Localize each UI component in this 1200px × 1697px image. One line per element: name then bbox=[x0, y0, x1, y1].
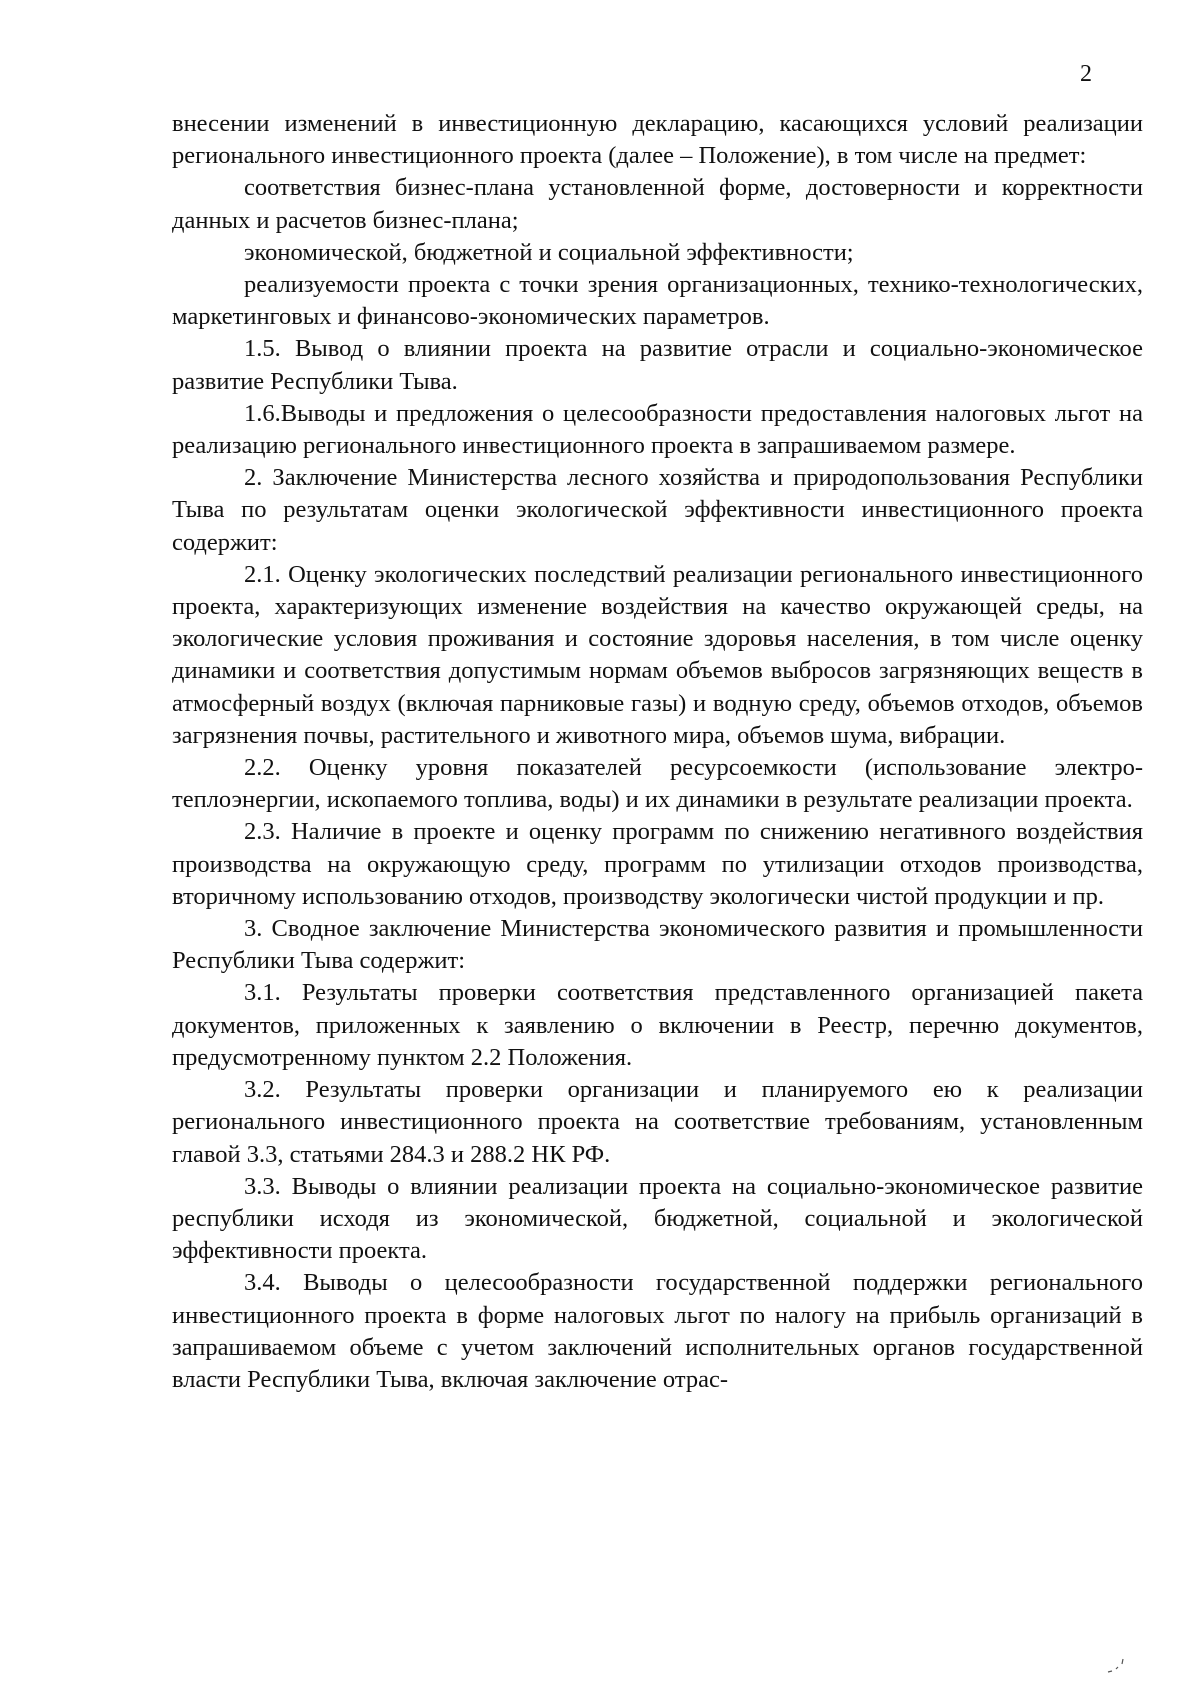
paragraph: 3.1. Результаты проверки соответствия представленного организацией пакета документов, приложенных к заявлению о включении в Реестр, перечню документов, предусмотренному пунктом 2.2 Положения. bbox=[172, 979, 1143, 1071]
paragraph: внесении изменений в инвестиционную декларацию, касающихся условий реализации регионального инвестиционного проекта (далее – Положение), в том числе на предмет: bbox=[172, 110, 1143, 170]
paragraph: 3.3. Выводы о влиянии реализации проекта на социально-экономическое развитие республики исходя из экономической, бюджетной, социальной и экологической эффективности проекта. bbox=[172, 1172, 1143, 1265]
scan-artifact-mark bbox=[1106, 1655, 1128, 1675]
paragraph: экономической, бюджетной и социальной эффективности; bbox=[244, 238, 854, 266]
page-number: 2 bbox=[1080, 61, 1092, 87]
paragraph: реализуемости проекта с точки зрения организационных, технико-технологических, маркетинговых и финансово-экономических параметров. bbox=[172, 271, 1143, 331]
paragraph: соответствия бизнес-плана установленной форме, достоверности и корректности данных и расчетов бизнес-плана; bbox=[172, 174, 1143, 234]
paragraph: 3.4. Выводы о целесообразности государственной поддержки регионального инвестиционного проекта в форме налоговых льгот по налогу на прибыль организаций в запрашиваемом объеме с учетом заключений исполнительных органов государственной власти Республики Тыва, включая заключение отрас- bbox=[172, 1269, 1143, 1393]
paragraph: 2.1. Оценку экологических последствий реализации регионального инвестиционного проекта, характеризующих изменение воздействия на качество окружающей среды, на экологические условия проживания и состояние здоровья населения, в том числе оценку динамики и соответствия допустимым нормам объемов выбросов загрязняющих веществ в атмосферный воздух (включая парниковые газы) и водную среду, объемов отходов, объемов загрязнения почвы, растительного и животного мира, объемов шума, вибрации. bbox=[172, 560, 1143, 749]
document-body bbox=[172, 108, 1143, 1396]
paragraph: 2.2. Оценку уровня показателей ресурсоемкости (использование электро-теплоэнергии, ископаемого топлива, воды) и их динамики в результате реализации проекта. bbox=[172, 754, 1143, 814]
paragraph: 1.6.Выводы и предложения о целесообразности предоставления налоговых льгот на реализацию регионального инвестиционного проекта в запрашиваемом размере. bbox=[172, 399, 1143, 460]
paragraph: 2. Заключение Министерства лесного хозяйства и природопользования Республики Тыва по результатам оценки экологической эффективности инвестиционного проекта содержит: bbox=[172, 464, 1143, 556]
paragraph: 3.2. Результаты проверки организации и планируемого ею к реализации регионального инвестиционного проекта на соответствие требованиям, установленным главой 3.3, статьями 284.3 и 288.2 НК РФ. bbox=[172, 1076, 1143, 1168]
paragraph: 2.3. Наличие в проекте и оценку программ по снижению негативного воздействия производства на окружающую среду, программ по утилизации отходов производства, вторичному использованию отходов, производству экологически чистой продукции и пр. bbox=[172, 818, 1143, 910]
paragraph: 3. Сводное заключение Министерства экономического развития и промышленности Республики Тыва содержит: bbox=[172, 915, 1143, 975]
paragraph: 1.5. Вывод о влиянии проекта на развитие отрасли и социально-экономическое развитие Республики Тыва. bbox=[172, 335, 1143, 395]
